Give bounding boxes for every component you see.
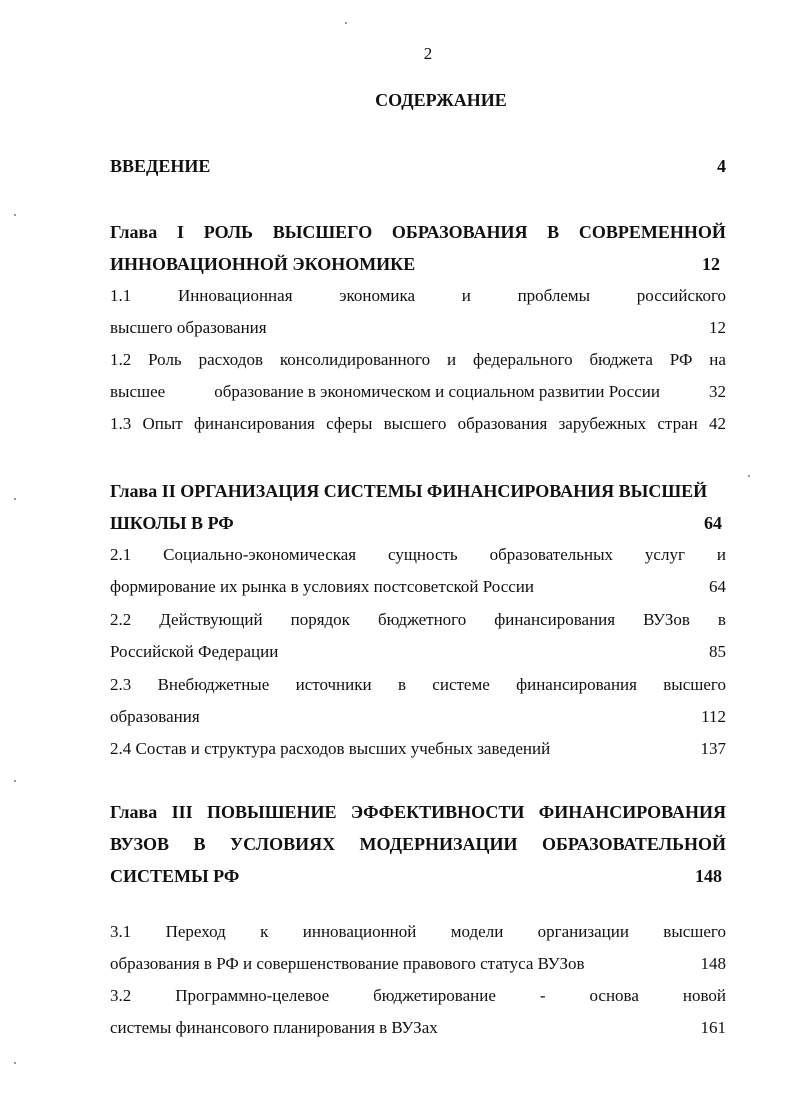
toc-page-number: 148 bbox=[700, 954, 726, 973]
section-3-2-cont bbox=[110, 1016, 726, 1040]
toc-page-number: 137 bbox=[700, 739, 726, 758]
word: 2.3 bbox=[110, 675, 132, 694]
heading-text: СИСТЕМЫ РФ bbox=[110, 866, 240, 886]
word: Внебюджетные bbox=[157, 675, 270, 694]
word: в bbox=[717, 610, 726, 629]
section-1-2 bbox=[110, 348, 726, 372]
word: 1.1 bbox=[110, 286, 132, 305]
word: в bbox=[397, 675, 406, 694]
word: высшего bbox=[663, 675, 726, 694]
chapter-3-heading bbox=[110, 800, 726, 824]
word: и bbox=[716, 545, 726, 564]
word: инновационной bbox=[302, 922, 417, 941]
section-3-1-cont bbox=[110, 952, 726, 976]
word: расходов bbox=[198, 350, 263, 369]
word: - bbox=[539, 986, 546, 1005]
scan-speck bbox=[14, 1062, 16, 1064]
section-2-3-cont bbox=[110, 705, 726, 729]
word: новой bbox=[682, 986, 726, 1005]
scan-speck bbox=[345, 22, 347, 24]
heading-word: III bbox=[171, 802, 193, 822]
chapter-1-heading bbox=[110, 220, 726, 244]
toc-page-number: 85 bbox=[709, 642, 726, 661]
toc-entry-intro bbox=[110, 154, 726, 178]
heading-word: ВУЗОВ bbox=[110, 834, 170, 854]
heading-word: ФИНАНСИРОВАНИЯ bbox=[538, 802, 726, 822]
heading-word: I bbox=[176, 222, 184, 242]
heading-word: ВЫСШЕГО bbox=[272, 222, 373, 242]
section-1-2-cont bbox=[110, 380, 726, 404]
page-number: 2 bbox=[423, 44, 433, 63]
word: основа bbox=[589, 986, 639, 1005]
heading-word: СОВРЕМЕННОЙ bbox=[578, 222, 726, 242]
word: РФ bbox=[669, 350, 693, 369]
word: модели bbox=[450, 922, 504, 941]
section-text: образования в РФ и совершенствование правового статуса ВУЗов bbox=[110, 954, 585, 973]
word: стран bbox=[657, 414, 698, 433]
word: на bbox=[709, 350, 726, 369]
word: финансирования bbox=[194, 414, 315, 433]
word: ВУЗов bbox=[643, 610, 690, 629]
section-text: 2.4 Состав и структура расходов высших учебных заведений bbox=[110, 739, 551, 758]
heading-word: ОБРАЗОВАТЕЛЬНОЙ bbox=[541, 834, 726, 854]
toc-page-number: 42 bbox=[708, 414, 726, 433]
word: 3.2 bbox=[110, 986, 132, 1005]
word: 1.2 bbox=[110, 350, 132, 369]
word: услуг bbox=[644, 545, 685, 564]
heading-word: В bbox=[193, 834, 206, 854]
word: Переход bbox=[165, 922, 226, 941]
word: финансирования bbox=[494, 610, 616, 629]
word: 2.1 bbox=[110, 545, 132, 564]
word: российского bbox=[636, 286, 726, 305]
word: высшего bbox=[383, 414, 447, 433]
toc-page-number: 64 bbox=[704, 513, 722, 533]
word: финансирования bbox=[516, 675, 637, 694]
word: образовательных bbox=[489, 545, 614, 564]
toc-page-number: 12 bbox=[702, 254, 720, 274]
word: высшее bbox=[110, 382, 166, 401]
word: проблемы bbox=[517, 286, 591, 305]
word: Роль bbox=[148, 350, 182, 369]
word: к bbox=[260, 922, 269, 941]
section-2-3 bbox=[110, 673, 726, 697]
section-3-1 bbox=[110, 920, 726, 944]
word: экономика bbox=[339, 286, 416, 305]
heading-word: УСЛОВИЯХ bbox=[229, 834, 336, 854]
word: зарубежных bbox=[558, 414, 647, 433]
heading-word: Глава bbox=[110, 802, 158, 822]
word: организации bbox=[537, 922, 629, 941]
chapter-3-heading-cont bbox=[110, 832, 726, 856]
word: высшего bbox=[663, 922, 726, 941]
section-2-1 bbox=[110, 543, 726, 567]
toc-page-number: 4 bbox=[717, 156, 726, 176]
word: 2.2 bbox=[110, 610, 132, 629]
heading-word: ПОВЫШЕНИЕ bbox=[207, 802, 337, 822]
toc-page-number: 148 bbox=[695, 866, 722, 886]
chapter-1-heading-cont bbox=[110, 252, 726, 276]
section-text: формирование их рынка в условиях постсоветской России bbox=[110, 577, 535, 596]
scan-speck bbox=[14, 780, 16, 782]
word: Программно-целевое bbox=[175, 986, 330, 1005]
section-text: образование в экономическом и социальном развитии России bbox=[214, 382, 660, 401]
word: консолидированного bbox=[279, 350, 431, 369]
word: бюджета bbox=[589, 350, 653, 369]
section-text: образования bbox=[110, 707, 200, 726]
heading-text: ИННОВАЦИОННОЙ ЭКОНОМИКЕ bbox=[110, 254, 416, 274]
section-2-2-cont bbox=[110, 640, 726, 664]
section-1-1-cont bbox=[110, 316, 726, 340]
word: сущность bbox=[388, 545, 458, 564]
word: источники bbox=[295, 675, 372, 694]
word: сферы bbox=[326, 414, 373, 433]
word: Действующий bbox=[159, 610, 263, 629]
heading-word: ЭФФЕКТИВНОСТИ bbox=[350, 802, 525, 822]
section-2-4 bbox=[110, 737, 726, 761]
scan-speck bbox=[748, 475, 750, 477]
section-text: системы финансового планирования в ВУЗах bbox=[110, 1018, 438, 1037]
heading-word: В bbox=[547, 222, 560, 242]
toc-page-number: 32 bbox=[708, 382, 726, 401]
heading-text: ШКОЛЫ В РФ bbox=[110, 513, 234, 533]
heading-text: Глава II ОРГАНИЗАЦИЯ СИСТЕМЫ ФИНАНСИРОВАНИЯ ВЫСШЕЙ bbox=[110, 481, 708, 501]
word: порядок bbox=[290, 610, 350, 629]
page-title: СОДЕРЖАНИЕ bbox=[375, 90, 507, 110]
word: 3.1 bbox=[110, 922, 132, 941]
chapter-3-heading-end bbox=[110, 864, 726, 888]
toc-page-number: 112 bbox=[701, 707, 726, 726]
heading-word: Глава bbox=[110, 222, 158, 242]
chapter-2-heading bbox=[110, 479, 726, 503]
heading-word: ОБРАЗОВАНИЯ bbox=[391, 222, 528, 242]
scan-speck bbox=[14, 498, 16, 500]
section-2-2 bbox=[110, 608, 726, 632]
word: федерального bbox=[473, 350, 573, 369]
toc-label: ВВЕДЕНИЕ bbox=[110, 156, 211, 176]
word: бюджетирование bbox=[373, 986, 496, 1005]
word: и bbox=[461, 286, 471, 305]
heading-word: МОДЕРНИЗАЦИИ bbox=[359, 834, 518, 854]
word: Опыт bbox=[142, 414, 183, 433]
section-1-3 bbox=[110, 412, 726, 436]
word: Социально-экономическая bbox=[163, 545, 357, 564]
chapter-2-heading-cont bbox=[110, 511, 726, 535]
word: бюджетного bbox=[377, 610, 467, 629]
section-1-1 bbox=[110, 284, 726, 308]
section-text: высшего образования bbox=[110, 318, 267, 337]
scan-speck bbox=[14, 214, 16, 216]
section-2-1-cont bbox=[110, 575, 726, 599]
heading-word: РОЛЬ bbox=[203, 222, 254, 242]
word: и bbox=[447, 350, 457, 369]
toc-page-number: 161 bbox=[700, 1018, 726, 1037]
section-3-2 bbox=[110, 984, 726, 1008]
word: 1.3 bbox=[110, 414, 132, 433]
word: Инновационная bbox=[177, 286, 293, 305]
toc-page-number: 12 bbox=[709, 318, 726, 337]
word: системе bbox=[432, 675, 490, 694]
toc-page-number: 64 bbox=[709, 577, 726, 596]
word: образования bbox=[457, 414, 548, 433]
section-text: Российской Федерации bbox=[110, 642, 279, 661]
